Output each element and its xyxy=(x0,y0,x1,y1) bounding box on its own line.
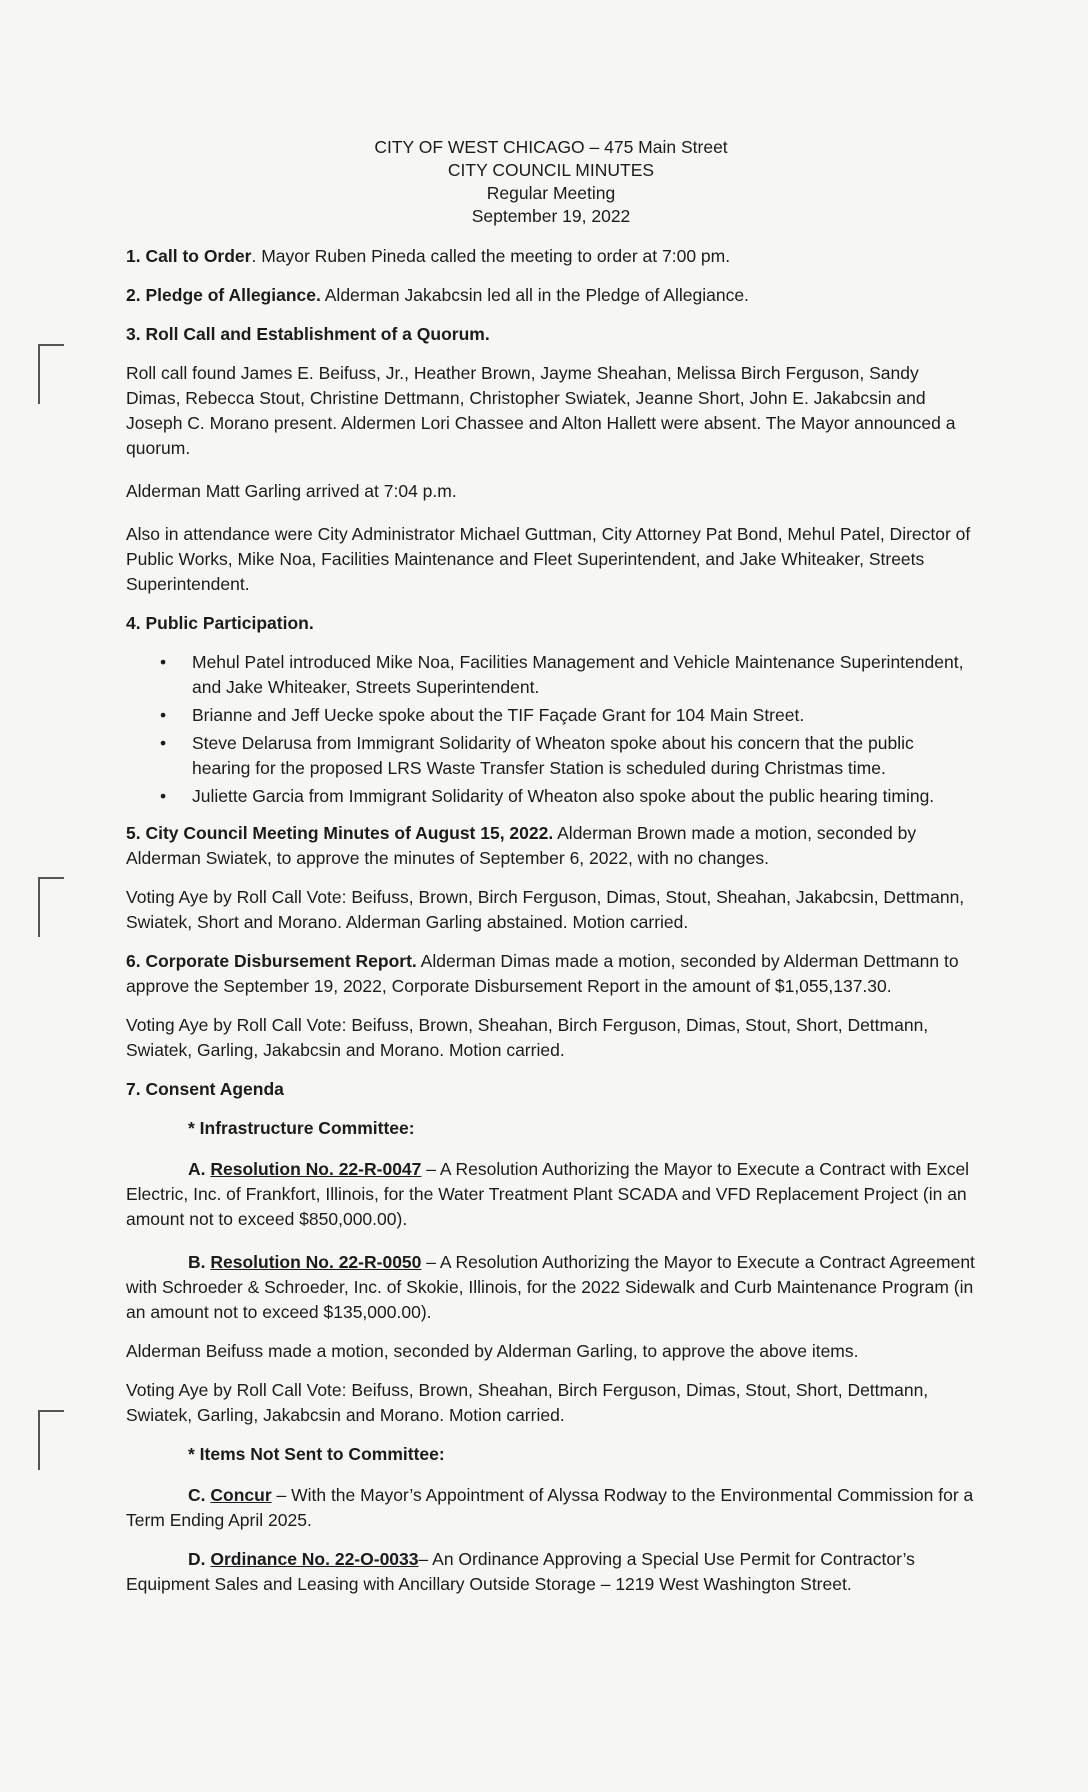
binder-mark-bottom xyxy=(38,1410,64,1470)
section-minutes-approval xyxy=(126,821,976,871)
section-number: 5. xyxy=(126,823,141,843)
section-heading: Public Participation. xyxy=(145,613,314,633)
section-text: . Mayor Ruben Pineda called the meeting to order at 7:00 pm. xyxy=(251,246,731,266)
item-c xyxy=(126,1483,976,1533)
header-line-3: Regular Meeting xyxy=(486,183,616,203)
section-call-to-order xyxy=(126,244,976,269)
binder-mark-middle xyxy=(38,877,64,937)
section-consent-agenda xyxy=(126,1077,976,1102)
item-code: Resolution No. 22-R-0050 xyxy=(210,1252,422,1272)
section-text: Alderman Jakabcsin led all in the Pledge of Allegiance. xyxy=(320,285,749,305)
item-text: – A Resolution Authorizing the Mayor to Execute a Contract with Excel Electric, Inc. of Frankfort, Illinois, for the Water Treatment Plant SCADA and VFD Replacement Project (in an amount not to exceed $850,000.00). xyxy=(126,1159,970,1229)
list-item: • Juliette Garcia from Immigrant Solidarity of Wheaton also spoke about the public hearing timing. xyxy=(126,784,976,809)
item-text: – A Resolution Authorizing the Mayor to Execute a Contract Agreement with Schroeder & Schroeder, Inc. of Skokie, Illinois, for the 2022 Sidewalk and Curb Maintenance Program (in an amount not to exceed $135,000.00). xyxy=(126,1252,975,1322)
late-arrival-paragraph: Alderman Matt Garling arrived at 7:04 p.m. xyxy=(126,481,457,501)
section-number: 1. xyxy=(126,246,141,266)
header-line-4: September 19, 2022 xyxy=(471,206,631,226)
item-text: – With the Mayor’s Appointment of Alyssa Rodway to the Environmental Commission for a Term Ending April 2025. xyxy=(126,1485,974,1530)
item-label: C. xyxy=(188,1485,206,1505)
header-line-1: CITY OF WEST CHICAGO – 475 Main Street xyxy=(374,137,728,157)
item-label: B. xyxy=(188,1252,206,1272)
list-item: • Brianne and Jeff Uecke spoke about the TIF Façade Grant for 104 Main Street. xyxy=(126,703,976,728)
item-code: Concur xyxy=(210,1485,272,1505)
section-text: Alderman Brown made a motion, seconded by Alderman Swiatek, to approve the minutes of September 6, 2022, with no changes. xyxy=(126,823,917,868)
section-heading: Roll Call and Establishment of a Quorum. xyxy=(145,324,490,344)
subheading-infrastructure: * Infrastructure Committee: xyxy=(188,1118,415,1138)
section-pledge xyxy=(126,283,976,308)
document-header xyxy=(126,136,976,228)
subheading-not-sent: * Items Not Sent to Committee: xyxy=(188,1444,445,1464)
section-public-participation xyxy=(126,611,976,636)
participation-list xyxy=(126,650,976,809)
vote-paragraph: Voting Aye by Roll Call Vote: Beifuss, Brown, Sheahan, Birch Ferguson, Dimas, Stout, Short, Dettmann, Swiatek, Garling, Jakabcsin and Morano. Motion carried. xyxy=(126,1015,929,1060)
section-heading: Corporate Disbursement Report. xyxy=(145,951,417,971)
resolution-a xyxy=(126,1157,976,1232)
item-code: Ordinance No. 22-O-0033 xyxy=(210,1549,419,1569)
section-disbursement xyxy=(126,949,976,999)
section-number: 3. xyxy=(126,324,141,344)
vote-paragraph: Voting Aye by Roll Call Vote: Beifuss, Brown, Birch Ferguson, Dimas, Stout, Sheahan, Jakabcsin, Dettmann, Swiatek, Short and Morano. Alderman Garling abstained. Motion carried. xyxy=(126,887,965,932)
roll-call-paragraph: Roll call found James E. Beifuss, Jr., Heather Brown, Jayme Sheahan, Melissa Birch Ferguson, Sandy Dimas, Rebecca Stout, Christine Dettmann, Christopher Swiatek, Jeanne Short, John E. Jakabcsin and Joseph C. Morano present. Aldermen Lori Chassee and Alton Hallett were absent. The Mayor announced a quorum. xyxy=(126,363,956,458)
section-text: Alderman Dimas made a motion, seconded by Alderman Dettmann to approve the September 19, 2022, Corporate Disbursement Report in the amount of $1,055,137.30. xyxy=(126,951,959,996)
item-label: A. xyxy=(188,1159,206,1179)
list-item: • Steve Delarusa from Immigrant Solidarity of Wheaton spoke about his concern that the public hearing for the proposed LRS Waste Transfer Station is scheduled during Christmas time. xyxy=(126,731,976,781)
section-number: 4. xyxy=(126,613,141,633)
section-heading: Consent Agenda xyxy=(145,1079,284,1099)
attendance-paragraph: Also in attendance were City Administrator Michael Guttman, City Attorney Pat Bond, Mehul Patel, Director of Public Works, Mike Noa, Facilities Maintenance and Fleet Superintendent, and Jake Whiteaker, Streets Superintendent. xyxy=(126,524,971,594)
motion-paragraph: Alderman Beifuss made a motion, seconded by Alderman Garling, to approve the above items. xyxy=(126,1341,859,1361)
list-item: • Mehul Patel introduced Mike Noa, Facilities Management and Vehicle Maintenance Superintendent, and Jake Whiteaker, Streets Superintendent. xyxy=(126,650,976,700)
item-label: D. xyxy=(188,1549,206,1569)
section-heading: Call to Order xyxy=(145,246,252,266)
header-line-2: CITY COUNCIL MINUTES xyxy=(447,160,655,180)
binder-mark-top xyxy=(38,344,64,404)
item-code: Resolution No. 22-R-0047 xyxy=(210,1159,422,1179)
section-number: 2. xyxy=(126,285,141,305)
item-text: – An Ordinance Approving a Special Use Permit for Contractor’s Equipment Sales and Leasing with Ancillary Outside Storage – 1219 West Washington Street. xyxy=(126,1549,915,1594)
vote-paragraph: Voting Aye by Roll Call Vote: Beifuss, Brown, Sheahan, Birch Ferguson, Dimas, Stout, Short, Dettmann, Swiatek, Garling, Jakabcsin and Morano. Motion carried. xyxy=(126,1380,929,1425)
section-heading: Pledge of Allegiance. xyxy=(145,285,321,305)
item-d xyxy=(126,1547,976,1597)
resolution-b xyxy=(126,1250,976,1325)
section-roll-call xyxy=(126,322,976,347)
section-number: 7. xyxy=(126,1079,141,1099)
section-heading: City Council Meeting Minutes of August 15, 2022. xyxy=(145,823,554,843)
minutes-page xyxy=(126,136,976,1611)
section-number: 6. xyxy=(126,951,141,971)
